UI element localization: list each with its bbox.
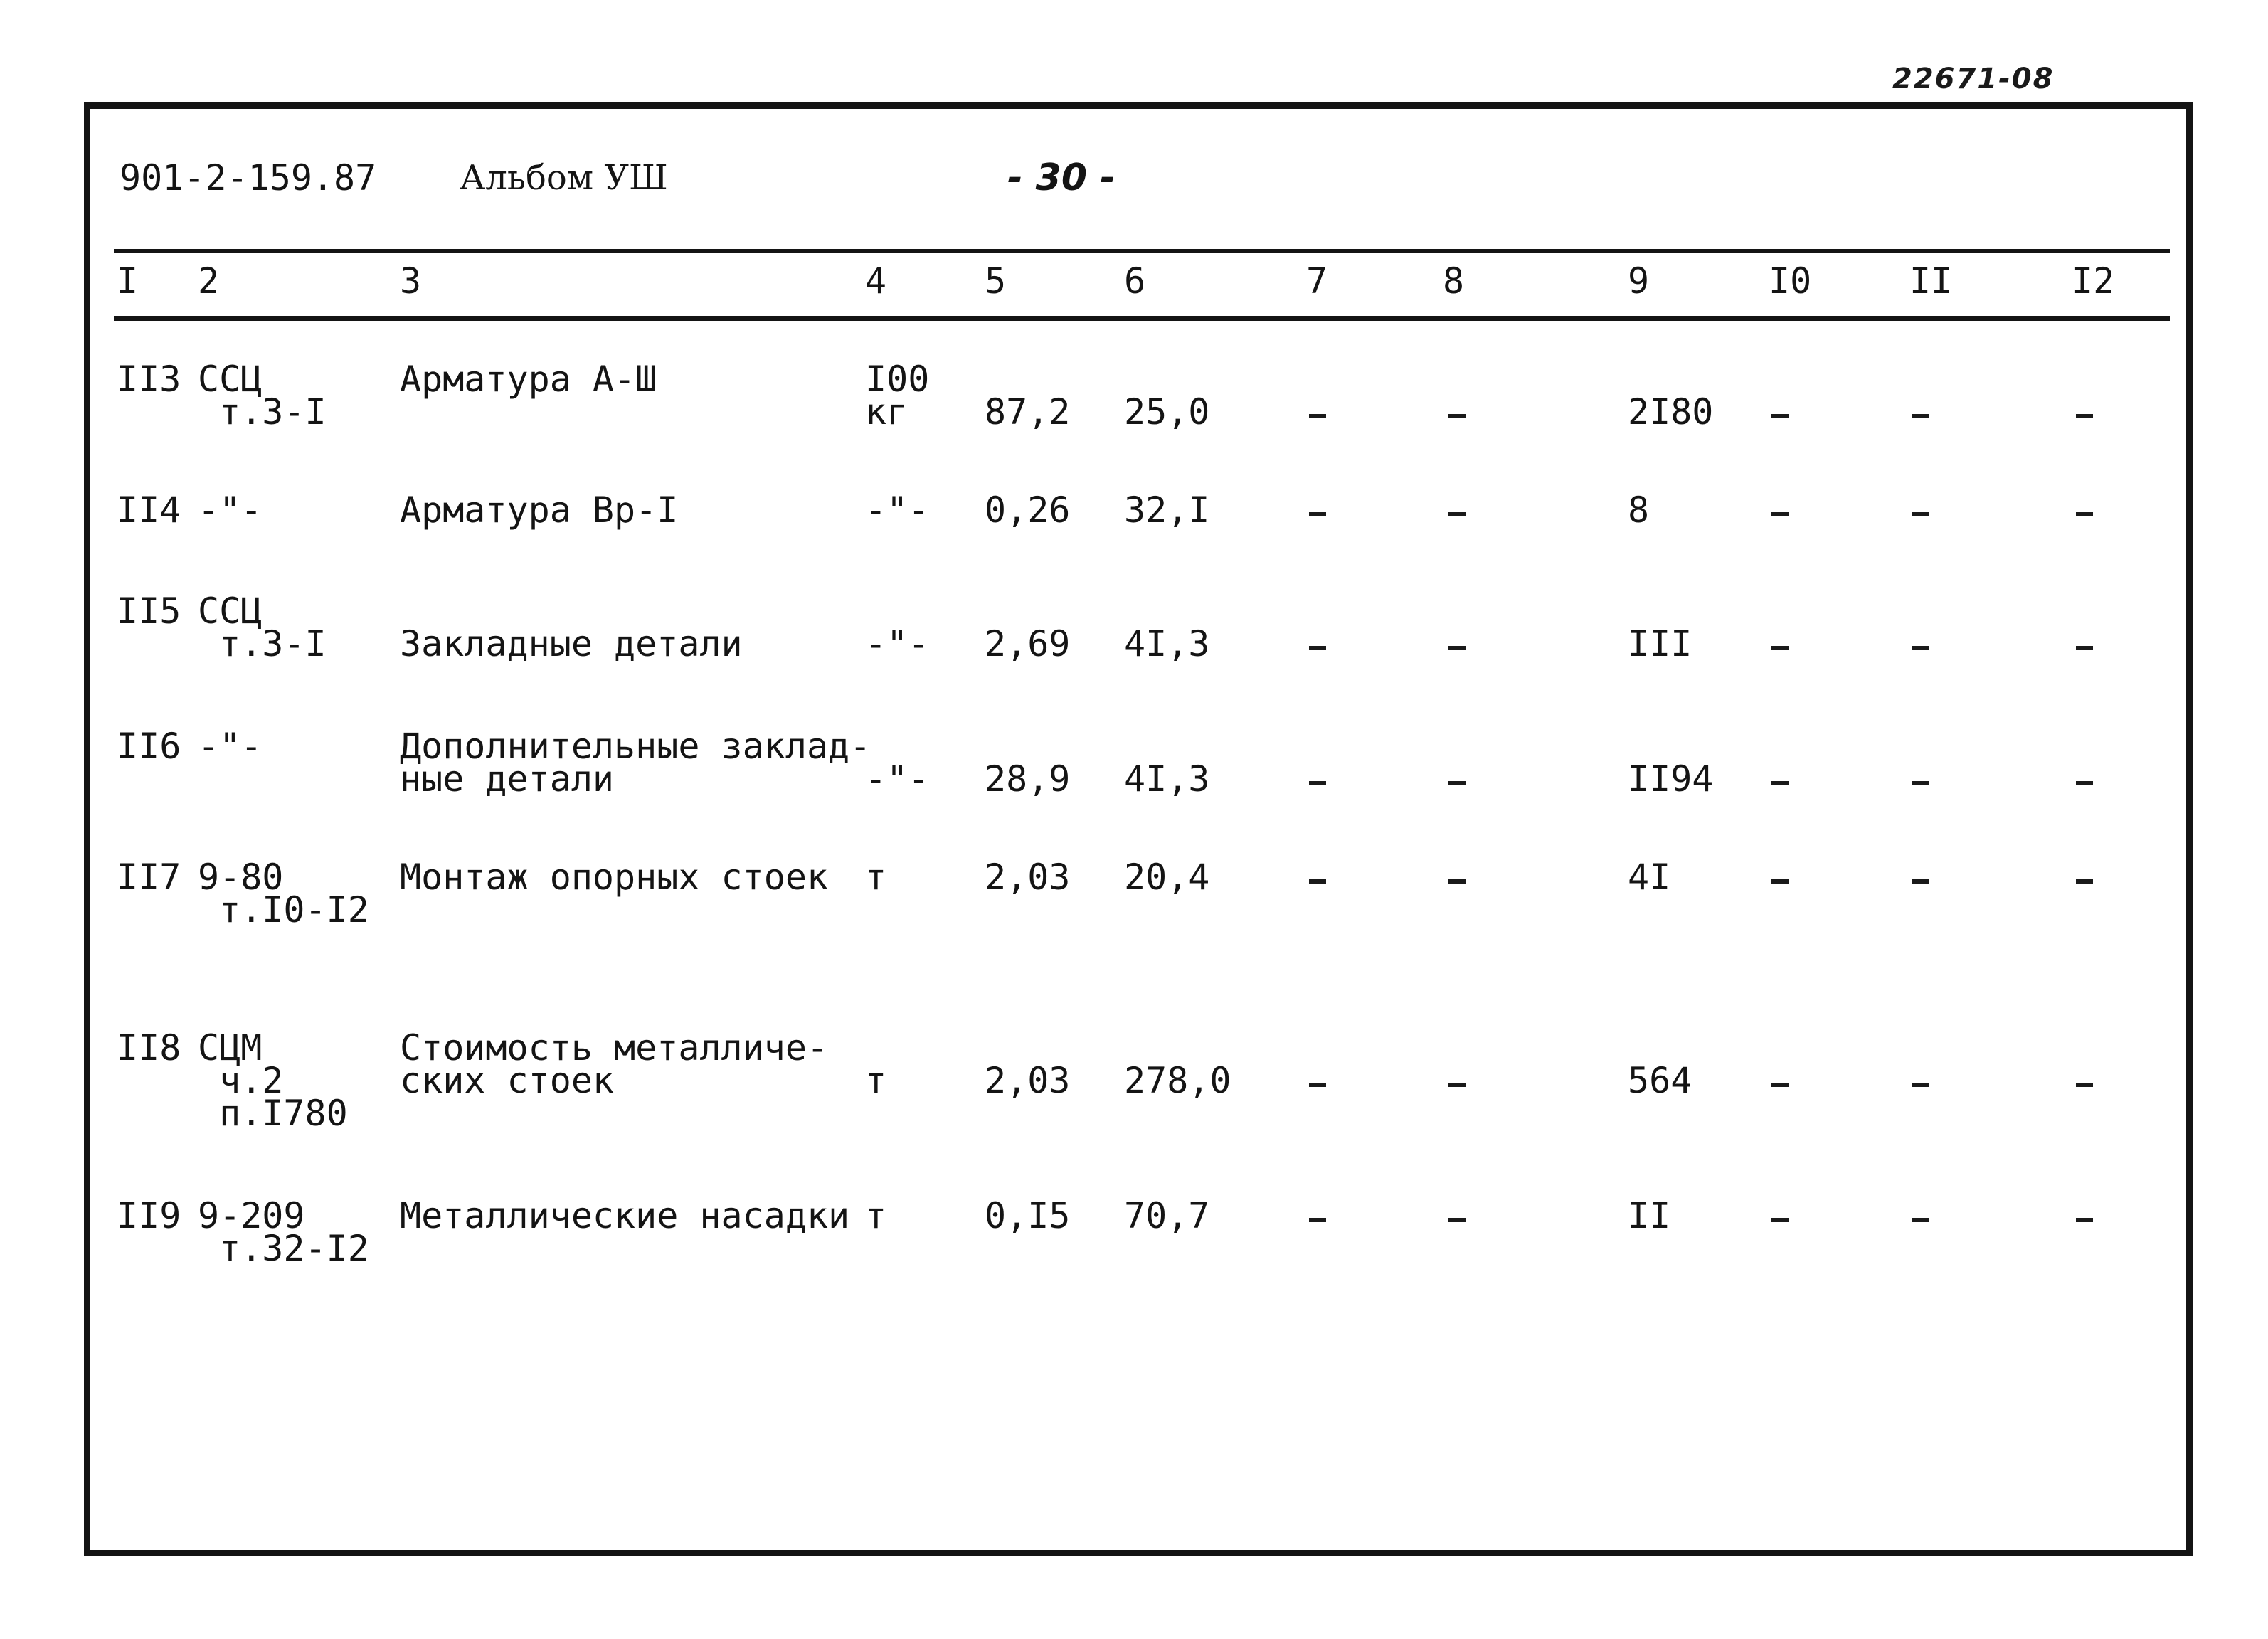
row-unit: I00 кг xyxy=(865,359,930,433)
row-total: II xyxy=(1628,1195,1671,1236)
row-total: 2I80 xyxy=(1628,391,1714,433)
row-unit-price: 4I,3 xyxy=(1124,758,1210,800)
row-unit-price: 278,0 xyxy=(1124,1060,1231,1101)
row-name: Арматура А-Ш xyxy=(400,359,657,400)
empty-cell-dash xyxy=(1912,879,1929,884)
empty-cell-dash xyxy=(1309,646,1326,650)
row-unit: т xyxy=(865,1195,887,1236)
row-unit: т xyxy=(865,1060,887,1101)
row-total: II94 xyxy=(1628,758,1714,800)
row-quantity: 2,03 xyxy=(985,1060,1071,1101)
empty-cell-dash xyxy=(2076,646,2093,650)
column-header-2: 2 xyxy=(198,260,220,302)
row-total: 4I xyxy=(1628,856,1671,898)
row-name: Монтаж опорных стоек xyxy=(400,856,829,898)
empty-cell-dash xyxy=(1448,512,1466,516)
row-name: Металлические насадки xyxy=(400,1195,850,1236)
column-header-6: 6 xyxy=(1124,260,1146,302)
empty-cell-dash xyxy=(1771,879,1789,884)
header-top-rule xyxy=(114,249,2170,253)
empty-cell-dash xyxy=(1912,646,1929,650)
empty-cell-dash xyxy=(1771,781,1789,785)
empty-cell-dash xyxy=(1309,781,1326,785)
empty-cell-dash xyxy=(1912,512,1929,516)
row-unit-price: 25,0 xyxy=(1124,391,1210,433)
empty-cell-dash xyxy=(1448,879,1466,884)
column-header-8: 8 xyxy=(1443,260,1465,302)
row-unit: т xyxy=(865,856,887,898)
empty-cell-dash xyxy=(2076,879,2093,884)
empty-cell-dash xyxy=(1309,512,1326,516)
row-name: Закладные детали xyxy=(400,623,743,664)
row-quantity: 0,26 xyxy=(985,489,1071,531)
empty-cell-dash xyxy=(1309,414,1326,418)
empty-cell-dash xyxy=(1309,879,1326,884)
row-number: II8 xyxy=(117,1027,181,1068)
row-code: -"- xyxy=(198,489,263,531)
empty-cell-dash xyxy=(2076,1083,2093,1087)
row-code: СЦМ ч.2 п.I780 xyxy=(198,1027,348,1134)
row-total: III xyxy=(1628,623,1692,664)
row-number: II7 xyxy=(117,856,181,898)
row-total: 8 xyxy=(1628,489,1650,531)
row-code: 9-209 т.32-I2 xyxy=(198,1195,369,1269)
empty-cell-dash xyxy=(1448,1083,1466,1087)
empty-cell-dash xyxy=(1448,1218,1466,1222)
row-unit: -"- xyxy=(865,489,930,531)
row-unit-price: 32,I xyxy=(1124,489,1210,531)
column-header-9: 9 xyxy=(1628,260,1650,302)
album-label: Альбом УШ xyxy=(460,158,668,198)
empty-cell-dash xyxy=(1912,781,1929,785)
row-name: Стоимость металличе- ских стоек xyxy=(400,1027,829,1101)
empty-cell-dash xyxy=(1448,781,1466,785)
row-unit-price: 4I,3 xyxy=(1124,623,1210,664)
row-code: -"- xyxy=(198,726,263,767)
column-header-5: 5 xyxy=(985,260,1007,302)
row-quantity: 0,I5 xyxy=(985,1195,1071,1236)
row-unit: -"- xyxy=(865,623,930,664)
empty-cell-dash xyxy=(1771,1083,1789,1087)
empty-cell-dash xyxy=(2076,1218,2093,1222)
empty-cell-dash xyxy=(2076,781,2093,785)
row-quantity: 87,2 xyxy=(985,391,1071,433)
row-unit-price: 20,4 xyxy=(1124,856,1210,898)
row-quantity: 2,69 xyxy=(985,623,1071,664)
row-number: II6 xyxy=(117,726,181,767)
row-total: 564 xyxy=(1628,1060,1692,1101)
header-bottom-rule xyxy=(114,316,2170,321)
empty-cell-dash xyxy=(2076,414,2093,418)
row-code: ССЦ т.3-I xyxy=(198,359,327,433)
column-header-3: 3 xyxy=(400,260,422,302)
document-number: 901-2-159.87 xyxy=(120,157,377,198)
empty-cell-dash xyxy=(1448,414,1466,418)
row-name: Дополнительные заклад- ные детали xyxy=(400,726,871,800)
row-code: ССЦ т.3-I xyxy=(198,590,327,664)
empty-cell-dash xyxy=(1309,1083,1326,1087)
empty-cell-dash xyxy=(2076,512,2093,516)
row-quantity: 28,9 xyxy=(985,758,1071,800)
row-number: II5 xyxy=(117,590,181,632)
empty-cell-dash xyxy=(1448,646,1466,650)
empty-cell-dash xyxy=(1912,1083,1929,1087)
row-unit-price: 70,7 xyxy=(1124,1195,1210,1236)
column-header-1: I xyxy=(117,260,139,302)
column-header-4: 4 xyxy=(865,260,887,302)
column-header-10: I0 xyxy=(1769,260,1812,302)
row-number: II3 xyxy=(117,359,181,400)
row-name: Арматура Вр-I xyxy=(400,489,679,531)
row-unit: -"- xyxy=(865,758,930,800)
empty-cell-dash xyxy=(1771,414,1789,418)
row-number: II4 xyxy=(117,489,181,531)
document-archive-number: 22671-08 xyxy=(1892,63,2055,95)
empty-cell-dash xyxy=(1771,646,1789,650)
empty-cell-dash xyxy=(1912,1218,1929,1222)
column-header-12: I2 xyxy=(2072,260,2115,302)
empty-cell-dash xyxy=(1771,512,1789,516)
empty-cell-dash xyxy=(1309,1218,1326,1222)
row-number: II9 xyxy=(117,1195,181,1236)
row-code: 9-80 т.I0-I2 xyxy=(198,856,369,930)
empty-cell-dash xyxy=(1771,1218,1789,1222)
page-number: - 30 - xyxy=(1007,157,1116,199)
column-header-7: 7 xyxy=(1306,260,1328,302)
column-header-11: II xyxy=(1909,260,1953,302)
empty-cell-dash xyxy=(1912,414,1929,418)
row-quantity: 2,03 xyxy=(985,856,1071,898)
